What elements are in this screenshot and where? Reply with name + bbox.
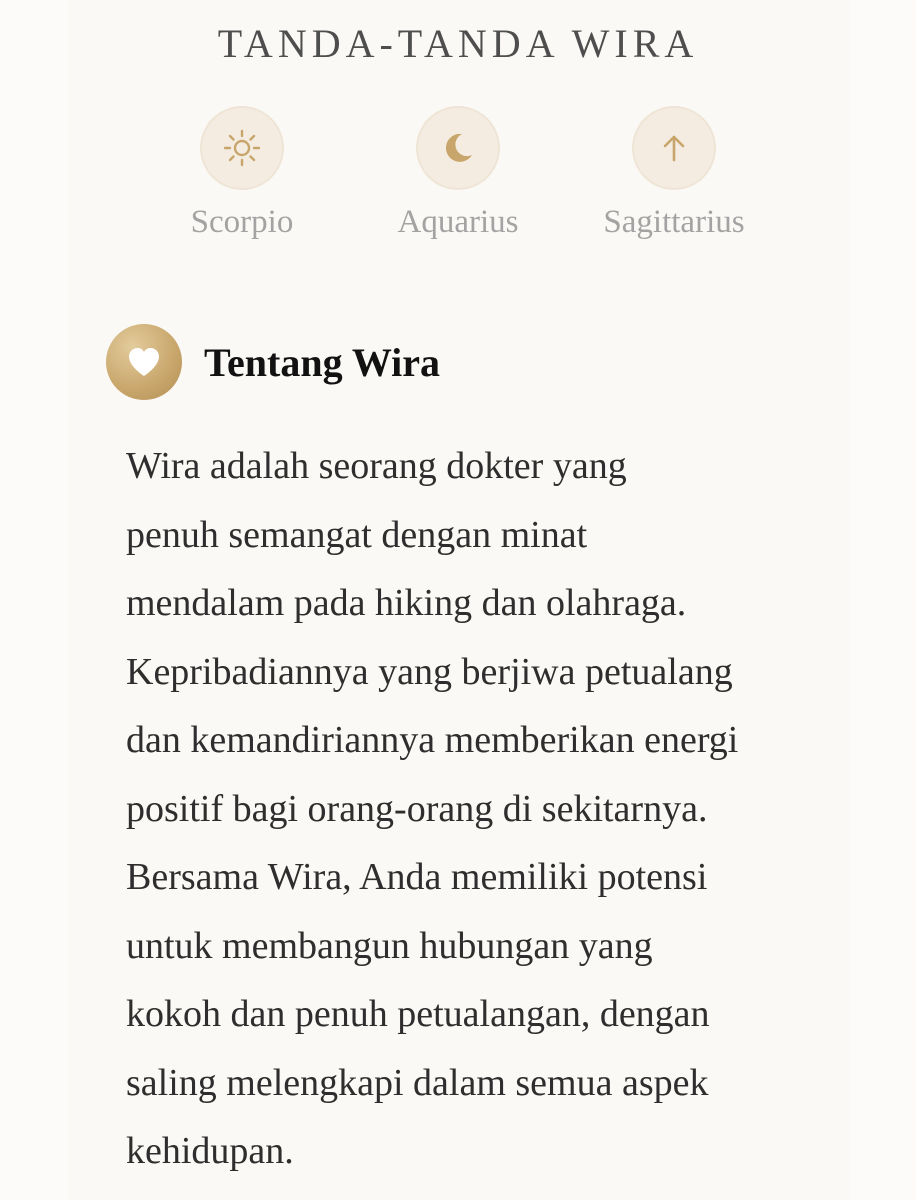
about-line: kokoh dan penuh petualangan, dengan [126, 993, 710, 1035]
about-line: kehidupan. [126, 1130, 294, 1172]
sign-moon [358, 106, 558, 241]
arrow-up-icon [654, 128, 694, 168]
about-line: saling melengkapi dalam semua aspek [126, 1061, 709, 1104]
about-line: Kepribadiannya yang berjiwa petualang [126, 650, 733, 693]
about-line: dan kemandiriannya memberikan energi [126, 719, 739, 761]
about-header [106, 324, 440, 400]
about-line: Wira adalah seorang dokter yang [126, 445, 627, 487]
sign-rising-circle [632, 106, 716, 190]
moon-icon [438, 128, 478, 168]
sign-moon-circle [416, 106, 500, 190]
about-line: mendalam pada hiking dan olahraga. [126, 582, 687, 624]
zodiac-signs [0, 106, 916, 256]
about-description [126, 432, 826, 1186]
sign-label: Sagittarius [603, 204, 745, 240]
signs-title: TANDA-TANDA WIRA [217, 21, 699, 66]
sign-rising [574, 106, 774, 241]
about-line: Bersama Wira, Anda memiliki potensi [126, 856, 708, 898]
about-line: positif bagi orang-orang di sekitarnya. [126, 787, 708, 830]
heart-icon [126, 346, 162, 378]
sign-sun [142, 106, 342, 241]
sun-icon [222, 128, 262, 168]
about-title: Tentang Wira [204, 339, 440, 385]
sign-sun-circle [200, 106, 284, 190]
sign-label: Aquarius [397, 204, 519, 240]
about-line: untuk membangun hubungan yang [126, 924, 653, 967]
sign-label: Scorpio [190, 204, 294, 240]
about-line: penuh semangat dengan minat [126, 513, 588, 556]
heart-badge [106, 324, 182, 400]
